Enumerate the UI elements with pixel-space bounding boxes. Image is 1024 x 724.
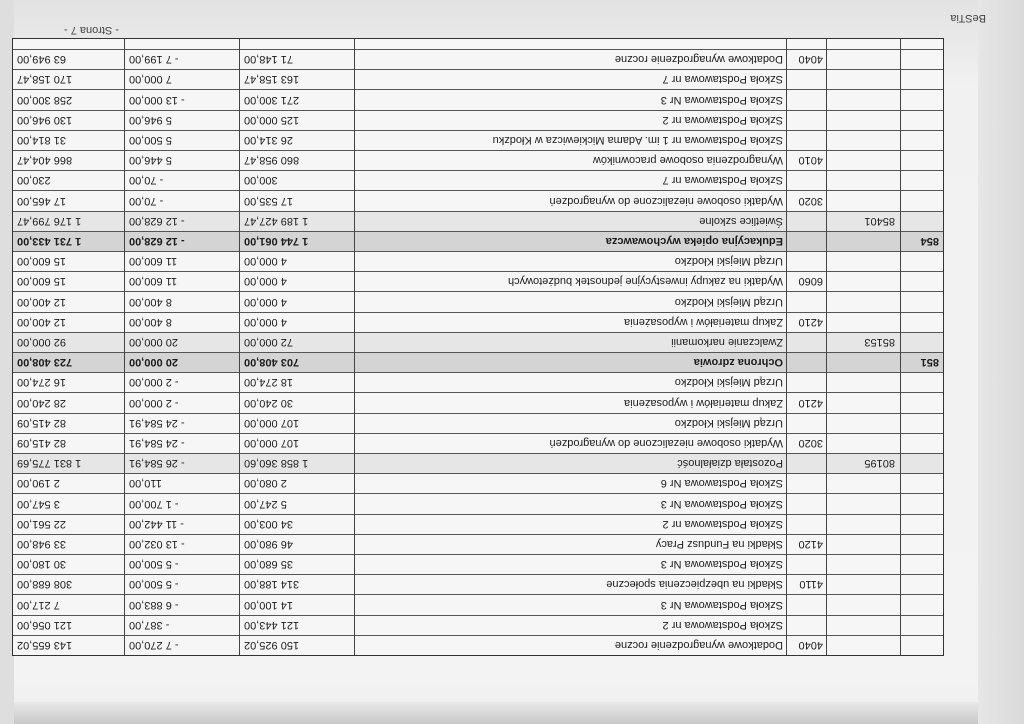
column-divider: [900, 39, 901, 655]
section-code-cell: [901, 474, 943, 493]
section-code-cell: [901, 434, 943, 453]
chapter-code-cell: [827, 515, 901, 534]
amount-after-cell: 28 240,00: [17, 396, 66, 409]
amount-before-cell: 46 980,00: [244, 538, 293, 550]
table-row: [13, 332, 943, 352]
chapter-code-cell: [827, 535, 901, 554]
amount-before-cell: 150 925,02: [244, 639, 300, 651]
paragraph-code-cell: 4010: [798, 154, 823, 167]
paragraph-code-cell: 4210: [798, 315, 823, 328]
table-row: [13, 211, 943, 231]
amount-after-cell: 866 404,47: [17, 154, 73, 167]
paragraph-code-cell: 6060: [798, 275, 823, 288]
amount-before-cell: 300,00: [244, 174, 278, 187]
amount-after-cell: 170 158,47: [17, 73, 73, 86]
column-divider: [124, 39, 125, 655]
amount-change-cell: - 12 628,00: [129, 214, 185, 227]
section-code-cell: [901, 595, 943, 614]
item-name-cell: Szkoła Podstawowa Nr 6: [660, 477, 783, 490]
chapter-code-cell: [827, 353, 901, 372]
section-code-cell: [901, 50, 943, 69]
amount-after-cell: 258 300,00: [17, 93, 73, 106]
section-code-cell: [901, 313, 943, 332]
table-row: [13, 514, 943, 534]
item-name-cell: Szkoła Podstawowa nr 2: [662, 618, 783, 631]
section-code-cell: [901, 151, 943, 170]
table-row: [13, 69, 943, 89]
amount-before-cell: 4 000,00: [244, 255, 287, 268]
paragraph-code-cell: 4120: [798, 538, 823, 550]
amount-before-cell: 125 000,00: [244, 113, 300, 126]
chapter-code-cell: [827, 111, 901, 130]
amount-change-cell: - 6 883,00: [129, 598, 179, 611]
item-name-cell: Zakup materiałów i wyposażenia: [624, 396, 783, 409]
amount-change-cell: - 13 032,00: [129, 538, 185, 550]
amount-before-cell: 35 680,00: [244, 558, 293, 571]
chapter-code-cell: [827, 191, 901, 210]
table-row: [13, 110, 943, 130]
table-row: [13, 534, 943, 554]
table-row: [13, 251, 943, 271]
amount-change-cell: - 2 000,00: [129, 376, 179, 389]
section-code-cell: [901, 252, 943, 271]
amount-after-cell: 1 731 433,00: [17, 235, 82, 247]
item-name-cell: Ochrona zdrowia: [693, 356, 783, 369]
amount-after-cell: 1 831 775,69: [17, 457, 82, 470]
amount-after-cell: 63 949,00: [17, 53, 66, 66]
amount-change-cell: 110,00: [129, 477, 162, 490]
amount-before-cell: 14 100,00: [244, 598, 293, 611]
chapter-code-cell: [827, 434, 901, 453]
amount-before-cell: 2 080,00: [244, 477, 287, 490]
chapter-code-cell: [827, 636, 901, 655]
item-name-cell: Szkoła Podstawowa Nr 3: [660, 558, 783, 571]
item-name-cell: Edukacyjna opieka wychowawcza: [605, 235, 783, 247]
amount-after-cell: 22 561,00: [17, 517, 66, 530]
section-code-cell: [901, 90, 943, 109]
amount-change-cell: - 5 500,00: [129, 578, 179, 591]
paragraph-code-cell: 4040: [798, 639, 823, 651]
table-row: [13, 150, 943, 170]
amount-before-cell: 314 188,00: [244, 578, 300, 591]
chapter-code-cell: [827, 474, 901, 493]
item-name-cell: Urząd Miejski Kłodzko: [674, 376, 783, 389]
amount-change-cell: - 5 500,00: [129, 558, 179, 571]
amount-after-cell: 308 688,00: [17, 578, 73, 591]
section-code-cell: [901, 494, 943, 513]
section-code-cell: [901, 272, 943, 291]
paragraph-code-cell: [787, 353, 827, 372]
amount-after-cell: 15 600,00: [17, 255, 66, 268]
section-code-cell: [901, 191, 943, 210]
item-name-cell: Pozostała działalność: [677, 457, 783, 470]
amount-before-cell: 107 000,00: [244, 416, 300, 429]
item-name-cell: Składki na ubezpieczenia społeczne: [606, 578, 783, 591]
amount-after-cell: 12 400,00: [17, 295, 66, 308]
table-row: [13, 453, 943, 473]
scan-shadow: [0, 702, 1024, 724]
amount-change-cell: - 70,00: [129, 174, 164, 187]
chapter-code-cell: [827, 292, 901, 311]
paragraph-code-cell: 3020: [798, 437, 823, 449]
section-code-cell: [901, 515, 943, 534]
amount-before-cell: 1 858 360,60: [244, 457, 309, 470]
paragraph-code-cell: 4210: [798, 396, 823, 409]
chapter-code-cell: [827, 595, 901, 614]
chapter-code-cell: 85401: [864, 214, 895, 227]
amount-before-cell: 4 000,00: [244, 295, 287, 308]
paragraph-code-cell: [787, 474, 827, 493]
amount-after-cell: 15 600,00: [17, 275, 66, 288]
amount-after-cell: 17 465,00: [17, 194, 66, 207]
item-name-cell: Szkoła Podstawowa nr 2: [662, 113, 783, 126]
amount-change-cell: 20 000,00: [129, 336, 178, 348]
section-code-cell: [901, 131, 943, 150]
paragraph-code-cell: [787, 90, 827, 109]
chapter-code-cell: [827, 494, 901, 513]
paragraph-code-cell: [787, 111, 827, 130]
amount-after-cell: 143 655,02: [17, 639, 73, 651]
paragraph-code-cell: [787, 595, 827, 614]
section-code-cell: [901, 373, 943, 392]
item-name-cell: Zakup materiałów i wyposażenia: [624, 315, 783, 328]
amount-after-cell: 82 415,09: [17, 437, 66, 449]
amount-change-cell: - 26 584,91: [129, 457, 185, 470]
amount-before-cell: 18 274,00: [244, 376, 293, 389]
table-row: [13, 372, 943, 392]
chapter-code-cell: [827, 373, 901, 392]
table-row: [13, 635, 943, 655]
amount-before-cell: 71 148,00: [244, 53, 293, 66]
section-code-cell: [901, 212, 943, 231]
amount-before-cell: 107 000,00: [244, 437, 300, 449]
paragraph-code-cell: [787, 616, 827, 635]
chapter-code-cell: [827, 272, 901, 291]
item-name-cell: Urząd Miejski Kłodzko: [674, 255, 783, 268]
table-row: [13, 554, 943, 574]
section-code-cell: [901, 575, 943, 594]
paragraph-code-cell: [787, 515, 827, 534]
table-row: [13, 615, 943, 635]
paragraph-code-cell: [787, 333, 827, 352]
budget-table: [12, 38, 944, 656]
column-divider: [354, 39, 355, 655]
amount-change-cell: - 7 270,00: [129, 639, 179, 651]
table-row: [13, 312, 943, 332]
column-divider: [826, 39, 827, 655]
chapter-code-cell: [827, 232, 901, 251]
section-code-cell: [901, 414, 943, 433]
amount-after-cell: 230,00: [17, 174, 51, 187]
section-code-cell: [901, 636, 943, 655]
table-row: [13, 392, 943, 412]
item-name-cell: Wynagrodzenia osobowe pracowników: [592, 154, 783, 167]
paragraph-code-cell: [787, 131, 827, 150]
amount-change-cell: - 24 584,91: [129, 416, 185, 429]
table-row: [13, 594, 943, 614]
amount-before-cell: 30 240,00: [244, 396, 293, 409]
amount-change-cell: 11 600,00: [129, 255, 178, 268]
item-name-cell: Szkoła Podstawowa nr 7: [662, 174, 783, 187]
paragraph-code-cell: [787, 70, 827, 89]
item-name-cell: Wydatki osobowe niezaliczone do wynagrodzeń: [549, 194, 783, 207]
item-name-cell: Szkoła Podstawowa nr 2: [662, 517, 783, 530]
section-code-cell: [901, 555, 943, 574]
chapter-code-cell: [827, 131, 901, 150]
amount-after-cell: 12 400,00: [17, 315, 66, 328]
amount-change-cell: - 24 584,91: [129, 437, 185, 449]
section-code-cell: 851: [920, 356, 939, 369]
amount-after-cell: 30 180,00: [17, 558, 66, 571]
table-row: [13, 352, 943, 372]
amount-before-cell: 860 958,47: [244, 154, 300, 167]
chapter-code-cell: [827, 171, 901, 190]
amount-after-cell: 2 190,00: [17, 477, 60, 490]
amount-change-cell: - 2 000,00: [129, 396, 179, 409]
paragraph-code-cell: [787, 454, 827, 473]
section-code-cell: [901, 454, 943, 473]
table-row: [13, 433, 943, 453]
column-divider: [786, 39, 787, 655]
amount-after-cell: 3 547,00: [17, 497, 60, 510]
chapter-code-cell: [827, 252, 901, 271]
column-divider: [239, 39, 240, 655]
amount-after-cell: 121 056,00: [17, 618, 73, 631]
amount-change-cell: - 12 628,00: [129, 235, 185, 247]
amount-before-cell: 703 408,00: [244, 356, 300, 369]
paragraph-code-cell: [787, 555, 827, 574]
table-row: [13, 574, 943, 594]
amount-change-cell: 5 446,00: [129, 154, 172, 167]
item-name-cell: Szkoła Podstawowa nr 7: [662, 73, 783, 86]
section-code-cell: [901, 535, 943, 554]
item-name-cell: Wydatki osobowe niezaliczone do wynagrodzeń: [549, 437, 783, 449]
paragraph-code-cell: 4040: [798, 53, 823, 66]
scan-margin-left: [978, 0, 1024, 724]
amount-after-cell: 130 946,00: [17, 113, 73, 126]
item-name-cell: Wydatki na zakupy inwestycyjne jednostek budżetowych: [507, 275, 783, 288]
amount-change-cell: 8 400,00: [129, 295, 172, 308]
brand-footer: BeSTia: [950, 12, 986, 24]
amount-change-cell: 5 500,00: [129, 134, 172, 146]
amount-change-cell: - 13 000,00: [129, 93, 185, 106]
chapter-code-cell: [827, 70, 901, 89]
item-name-cell: Świetlice szkolne: [699, 214, 783, 227]
section-code-cell: [901, 70, 943, 89]
section-code-cell: [901, 171, 943, 190]
amount-before-cell: 4 000,00: [244, 315, 287, 328]
amount-before-cell: 17 535,00: [244, 194, 293, 207]
amount-after-cell: 1 176 799,47: [17, 214, 82, 227]
amount-change-cell: - 387,00: [129, 618, 170, 631]
chapter-code-cell: [827, 90, 901, 109]
table-row: [13, 190, 943, 210]
section-code-cell: [901, 292, 943, 311]
amount-before-cell: 4 000,00: [244, 275, 287, 288]
section-code-cell: 854: [920, 235, 939, 247]
paragraph-code-cell: [787, 292, 827, 311]
amount-before-cell: 1 189 427,47: [244, 214, 309, 227]
chapter-code-cell: 80195: [864, 457, 895, 470]
table-row: [13, 170, 943, 190]
amount-after-cell: 92 000,00: [17, 336, 66, 348]
table-row: [13, 413, 943, 433]
table-row: [13, 49, 943, 69]
item-name-cell: Szkoła Podstawowa Nr 3: [660, 497, 783, 510]
page-number: - Strona 7 -: [63, 24, 119, 36]
item-name-cell: Dodatkowe wynagrodzenie roczne: [614, 639, 783, 651]
amount-before-cell: 271 300,00: [244, 93, 300, 106]
amount-change-cell: - 11 442,00: [129, 517, 184, 530]
paragraph-code-cell: [787, 373, 827, 392]
table-row: [13, 89, 943, 109]
section-code-cell: [901, 333, 943, 352]
amount-after-cell: 31 814,00: [17, 134, 66, 146]
chapter-code-cell: [827, 50, 901, 69]
paragraph-code-cell: [787, 171, 827, 190]
table-row: [13, 271, 943, 291]
amount-change-cell: 20 000,00: [129, 356, 178, 369]
amount-after-cell: 33 948,00: [17, 538, 66, 550]
table-row: [13, 231, 943, 251]
table-row: [13, 473, 943, 493]
item-name-cell: Urząd Miejski Kłodzko: [674, 295, 783, 308]
amount-after-cell: 82 415,09: [17, 416, 66, 429]
paragraph-code-cell: 4110: [799, 578, 823, 591]
chapter-code-cell: [827, 313, 901, 332]
amount-change-cell: 7 000,00: [129, 73, 172, 86]
amount-change-cell: 11 600,00: [129, 275, 178, 288]
paragraph-code-cell: [787, 494, 827, 513]
item-name-cell: Urząd Miejski Kłodzko: [674, 416, 783, 429]
chapter-code-cell: [827, 393, 901, 412]
item-name-cell: Szkoła Podstawowa nr 1 im. Adama Mickiewicza w Kłodzku: [492, 134, 783, 146]
amount-before-cell: 121 443,00: [244, 618, 300, 631]
amount-before-cell: 163 158,47: [244, 73, 300, 86]
amount-change-cell: - 1 700,00: [129, 497, 179, 510]
chapter-code-cell: 85153: [864, 336, 895, 348]
amount-change-cell: - 7 199,00: [129, 53, 179, 66]
amount-after-cell: 723 408,00: [17, 356, 73, 369]
section-code-cell: [901, 616, 943, 635]
amount-change-cell: 5 946,00: [129, 113, 172, 126]
chapter-code-cell: [827, 616, 901, 635]
chapter-code-cell: [827, 575, 901, 594]
amount-before-cell: 72 000,00: [244, 336, 293, 348]
table-row: [13, 291, 943, 311]
item-name-cell: Szkoła Podstawowa Nr 3: [660, 93, 783, 106]
section-code-cell: [901, 111, 943, 130]
table-row: [13, 130, 943, 150]
amount-before-cell: 5 247,00: [244, 497, 287, 510]
item-name-cell: Dodatkowe wynagrodzenie roczne: [614, 53, 783, 66]
amount-after-cell: 7 217,00: [17, 598, 60, 611]
chapter-code-cell: [827, 414, 901, 433]
table-row: [13, 493, 943, 513]
chapter-code-cell: [827, 555, 901, 574]
paragraph-code-cell: [787, 232, 827, 251]
amount-after-cell: 16 274,00: [17, 376, 66, 389]
item-name-cell: Składki na Fundusz Pracy: [655, 538, 783, 550]
amount-change-cell: 8 400,00: [129, 315, 172, 328]
item-name-cell: Zwalczanie narkomanii: [671, 336, 783, 348]
item-name-cell: Szkoła Podstawowa Nr 3: [660, 598, 783, 611]
chapter-code-cell: [827, 151, 901, 170]
paragraph-code-cell: [787, 414, 827, 433]
amount-before-cell: 1 744 061,00: [244, 235, 309, 247]
section-code-cell: [901, 393, 943, 412]
amount-before-cell: 34 003,00: [244, 517, 293, 530]
amount-before-cell: 26 314,00: [244, 134, 293, 146]
amount-change-cell: - 70,00: [129, 194, 164, 207]
paragraph-code-cell: [787, 212, 827, 231]
paragraph-code-cell: [787, 252, 827, 271]
paragraph-code-cell: 3020: [798, 194, 823, 207]
